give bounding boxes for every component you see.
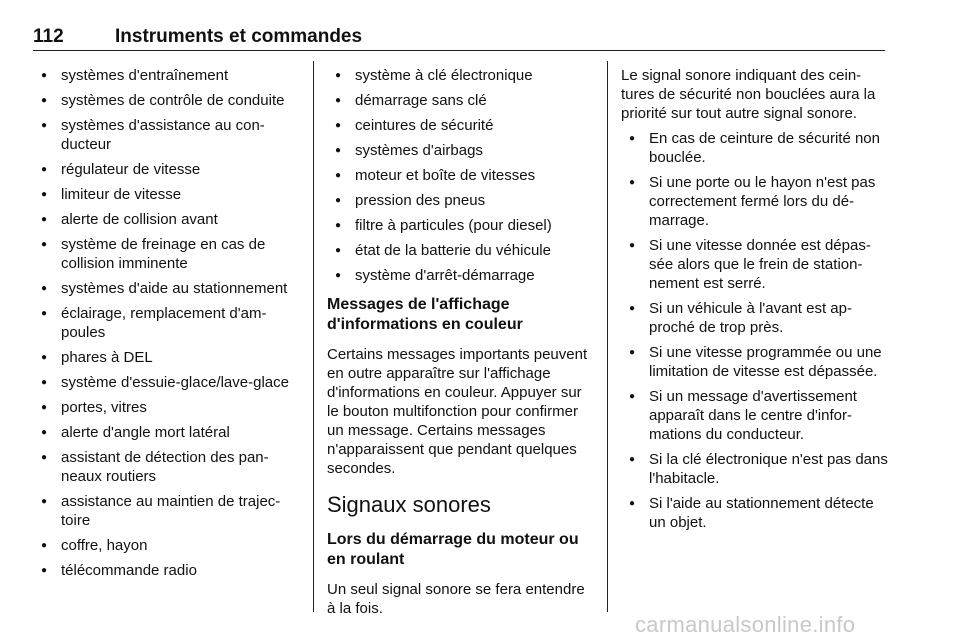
- list-item: ● système d'essuie-glace/lave-glace: [33, 373, 301, 392]
- list-item: ● Si un message d'avertissement apparaît dans le centre d'informations du conducteur.: [621, 387, 889, 444]
- list-item: ● Si l'aide au stationnement détecte un objet.: [621, 494, 889, 532]
- messages-paragraph: Certains messages importants peuvent en outre apparaître sur l'affichage d'informations en couleur. Appuyer sur le bouton multifonction pour confirmer un message. Certains messages n'apparaissent que pendant quelques secondes.: [327, 346, 588, 477]
- list-item: ● système d'arrêt-démarrage: [327, 266, 595, 285]
- column-divider-2: [607, 61, 608, 612]
- list-item: ● phares à DEL: [33, 348, 301, 367]
- column-middle: [327, 66, 595, 626]
- watermark: carmanualsonline.info: [635, 612, 856, 637]
- header-divider: [33, 50, 885, 51]
- list-item: ● systèmes de contrôle de conduite: [33, 91, 301, 110]
- list-item: ● filtre à particules (pour diesel): [327, 216, 595, 235]
- list-item: ● assistance au maintien de trajectoire: [33, 492, 301, 530]
- list-item: ● ceintures de sécurité: [327, 116, 595, 135]
- list-item: ● moteur et boîte de vitesses: [327, 166, 595, 185]
- page-title: Instruments et commandes: [115, 26, 363, 47]
- section-heading-messages: Messages de l'affichage d'informations en couleur: [327, 296, 523, 333]
- start-paragraph: Un seul signal sonore se fera entendre à la fois.: [327, 581, 585, 617]
- list-item: ● limiteur de vitesse: [33, 185, 301, 204]
- list-item: ● systèmes d'airbags: [327, 141, 595, 160]
- page-number: 112: [33, 26, 64, 47]
- list-item: ● éclairage, remplacement d'ampoules: [33, 304, 301, 342]
- list-item: ● système de freinage en cas de collision imminente: [33, 235, 301, 273]
- list-item: ● systèmes d'aide au stationnement: [33, 279, 301, 298]
- list-item: ● alerte d'angle mort latéral: [33, 423, 301, 442]
- subsection-heading-start: Lors du démarrage du moteur ou en roulant: [327, 531, 579, 568]
- list-item: ● coffre, hayon: [33, 536, 301, 555]
- list-item: ● pression des pneus: [327, 191, 595, 210]
- list-item: ● systèmes d'assistance au conducteur: [33, 116, 301, 154]
- list-item: ● Si une porte ou le hayon n'est pas correctement fermé lors du démarrage.: [621, 173, 889, 230]
- column-left: [33, 66, 301, 586]
- list-item: ● systèmes d'entraînement: [33, 66, 301, 85]
- list-item: ● Si une vitesse donnée est dépassée alors que le frein de stationnement est serré.: [621, 236, 889, 293]
- feature-list: [33, 66, 301, 580]
- column-right: [621, 66, 889, 538]
- list-item: ● démarrage sans clé: [327, 91, 595, 110]
- section-heading-signals: Signaux sonores: [327, 492, 491, 517]
- list-item: ● Si un véhicule à l'avant est approché de trop près.: [621, 299, 889, 337]
- list-item: ● portes, vitres: [33, 398, 301, 417]
- list-item: ● système à clé électronique: [327, 66, 595, 85]
- list-item: ● En cas de ceinture de sécurité non bouclée.: [621, 129, 889, 167]
- list-item: ● état de la batterie du véhicule: [327, 241, 595, 260]
- list-item: ● télécommande radio: [33, 561, 301, 580]
- list-item: ● alerte de collision avant: [33, 210, 301, 229]
- feature-list: [327, 66, 595, 285]
- list-item: ● assistant de détection des panneaux routiers: [33, 448, 301, 486]
- signal-conditions-list: [621, 129, 889, 532]
- list-item: ● Si la clé électronique n'est pas dans l'habitacle.: [621, 450, 889, 488]
- list-item: ● Si une vitesse programmée ou une limitation de vitesse est dépassée.: [621, 343, 889, 381]
- column-divider-1: [313, 61, 314, 612]
- page-header: [33, 18, 885, 50]
- intro-paragraph: Le signal sonore indiquant des ceintures de sécurité non bouclées aura la priorité sur tout autre signal sonore.: [621, 67, 876, 122]
- list-item: ● régulateur de vitesse: [33, 160, 301, 179]
